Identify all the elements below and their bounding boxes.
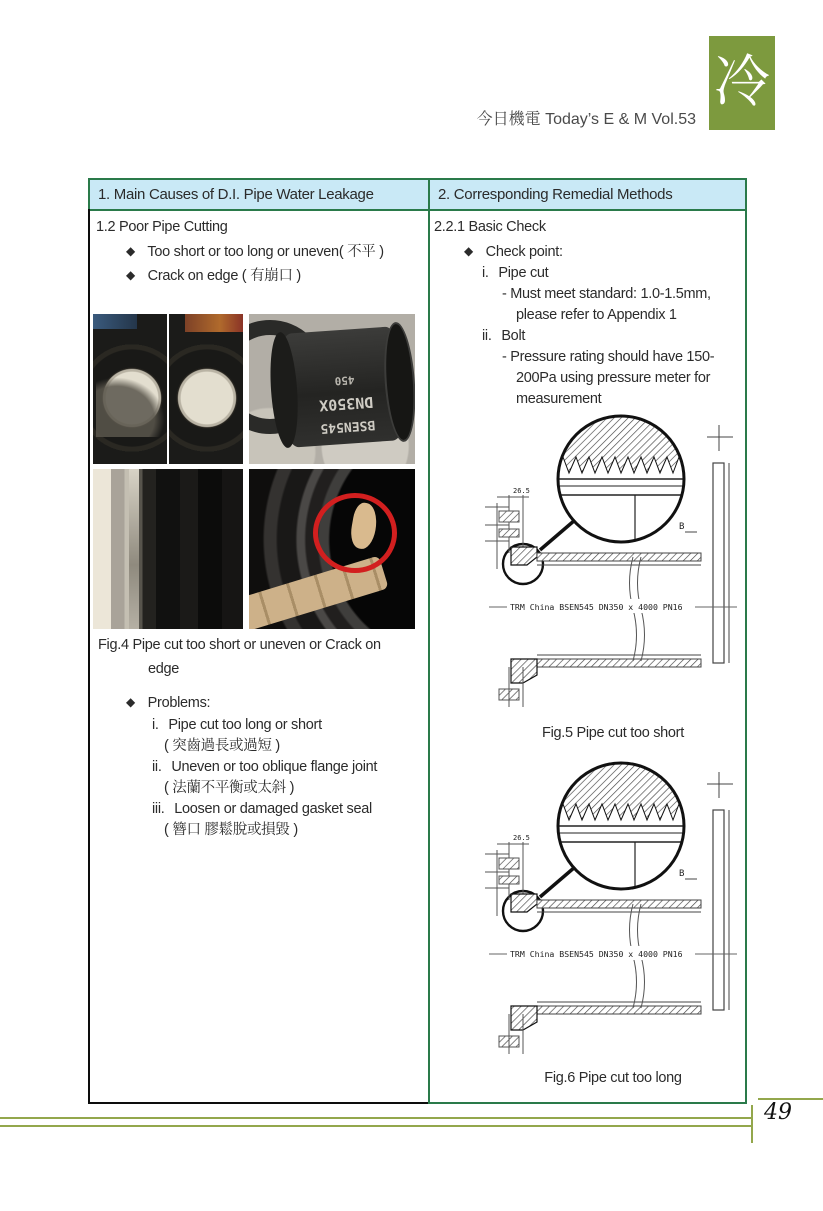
photo-divider-line [167, 314, 169, 464]
check-item-2-label: Bolt [501, 328, 526, 344]
problems-title: Problems: [147, 695, 211, 711]
fig5-caption: Fig.5 Pipe cut too short [542, 725, 684, 741]
red-circle-annotation [313, 493, 397, 573]
pipe-shadow [96, 377, 165, 437]
check-item-2 [482, 326, 525, 347]
problem-1-text-en: Pipe cut too long or short [168, 717, 322, 733]
photo-pipe-on-ground [249, 314, 415, 464]
photo-background-clutter [93, 314, 137, 329]
pipe-opening-right [168, 314, 243, 464]
check-point-row [464, 242, 563, 263]
problem-1-text-zh: ( 突齒過長或過短 ) [164, 738, 280, 754]
check-item-2-note-line3: measurement [516, 391, 602, 407]
stencil-line-2: DN350X [318, 392, 374, 415]
svg-text:TRM China BSEN545 DN350 x 4000: TRM China BSEN545 DN350 x 4000 PN16 [510, 602, 683, 612]
svg-text:26.5: 26.5 [513, 487, 530, 495]
diamond-bullet-icon: ◆ [126, 244, 135, 258]
table-header-right-label: 2. Corresponding Remedial Methods [438, 186, 673, 203]
right-section-title: 2.2.1 Basic Check [434, 219, 546, 235]
stencil-line-3: 450 [334, 373, 355, 388]
photo-pipe-openings [93, 314, 243, 464]
diamond-bullet-icon: ◆ [126, 695, 135, 709]
main-table [88, 178, 747, 1104]
footer-rule-vertical [751, 1105, 753, 1143]
check-item-2-number: ii. [482, 328, 492, 344]
problem-3-text-zh: ( 簪口 膠鬆脫或損毀 ) [164, 822, 298, 838]
section-logo [709, 36, 775, 130]
svg-text:TRM China BSEN545 DN350 x 4000: TRM China BSEN545 DN350 x 4000 PN16 [510, 949, 683, 959]
diamond-bullet-icon: ◆ [126, 268, 135, 282]
check-item-1-label: Pipe cut [498, 265, 549, 281]
table-header-right [428, 178, 747, 211]
footer-rule-top [0, 1117, 753, 1119]
problem-item-3 [152, 799, 372, 820]
problem-item-2 [152, 757, 377, 778]
pipe-cylinder [275, 326, 409, 449]
diamond-bullet-icon: ◆ [464, 244, 473, 258]
logo-character: 冷 [714, 50, 770, 115]
pipe-edge-highlight [129, 469, 139, 629]
problems-title-row [126, 693, 210, 714]
problem-2-number: ii. [152, 759, 162, 775]
left-column-cell [88, 209, 428, 1104]
check-item-1 [482, 263, 548, 284]
left-bullet-2 [126, 266, 301, 287]
svg-text:26.5: 26.5 [513, 834, 530, 842]
svg-text:B: B [679, 522, 685, 532]
problem-2-text-zh: ( 法蘭不平衡或太斜 ) [164, 780, 295, 796]
left-bullet-2-text: Crack on edge ( 有崩口 ) [147, 268, 301, 284]
left-bullet-1 [126, 242, 384, 263]
footer-rule-bottom [0, 1125, 753, 1127]
problem-3-text-en: Loosen or damaged gasket seal [174, 801, 372, 817]
left-bullet-1-text: Too short or too long or uneven( 不平 ) [147, 244, 384, 260]
check-item-2-note-line2: 200Pa using pressure meter for [516, 370, 711, 386]
fig5-pipe-diagram [483, 407, 743, 709]
check-point-title: Check point: [485, 244, 563, 260]
fig4-caption-line1: Fig.4 Pipe cut too short or uneven or Crack on [98, 637, 381, 653]
problem-2-text-en: Uneven or too oblique flange joint [171, 759, 378, 775]
problem-3-number: iii. [152, 801, 165, 817]
right-column-cell [428, 209, 747, 1104]
problem-item-1 [152, 715, 322, 736]
journal-title: 今日機電 Today’s E & M Vol.53 [476, 111, 696, 128]
page-number: 49 [764, 1100, 792, 1125]
photo-pipe-crack [249, 469, 415, 629]
table-header-left [88, 178, 428, 211]
stencil-line-1: BSEN545 [319, 416, 376, 436]
fig4-caption-line2: edge [148, 661, 180, 677]
photo-background-clutter [185, 314, 243, 332]
check-item-1-number: i. [482, 265, 489, 281]
problem-1-number: i. [152, 717, 159, 733]
table-header-left-label: 1. Main Causes of D.I. Pipe Water Leakage [98, 186, 374, 203]
fig6-pipe-diagram [483, 754, 743, 1056]
check-item-1-note-line2: please refer to Appendix 1 [516, 307, 677, 323]
check-item-2-note-line1: - Pressure rating should have 150- [502, 349, 715, 365]
left-section-title: 1.2 Poor Pipe Cutting [96, 219, 228, 235]
pipe-stencil-text [294, 335, 396, 437]
fig6-caption: Fig.6 Pipe cut too long [544, 1070, 682, 1086]
svg-text:B: B [679, 869, 685, 879]
photo-pipe-edge-closeup [93, 469, 243, 629]
check-item-1-note-line1: - Must meet standard: 1.0-1.5mm, [502, 286, 711, 302]
